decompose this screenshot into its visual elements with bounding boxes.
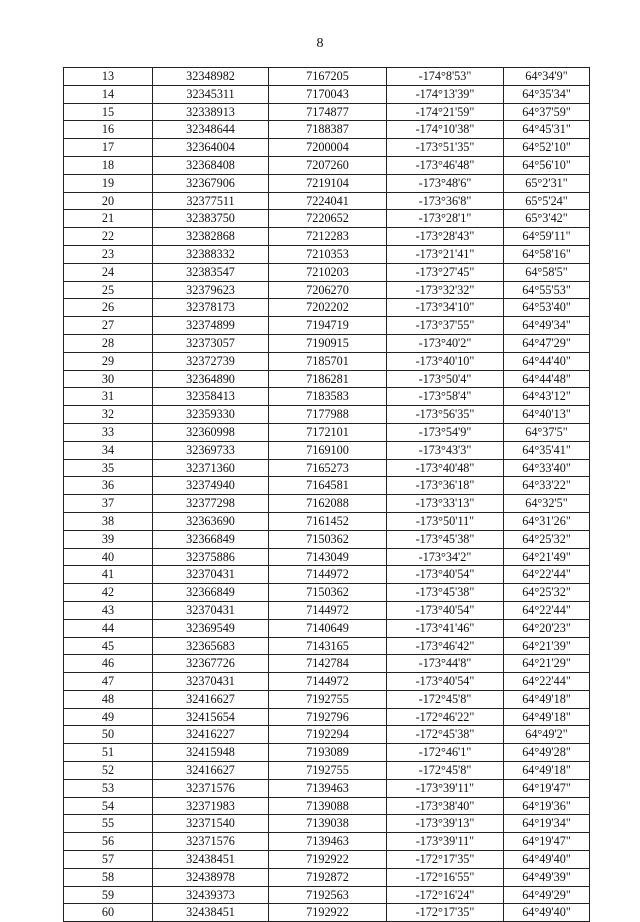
coordinate-y-cell: 7190915 <box>269 334 387 352</box>
longitude-cell: -173°39'11" <box>387 833 504 851</box>
longitude-cell: -172°46'1" <box>387 744 504 762</box>
coordinate-x-cell: 32377298 <box>153 495 269 513</box>
table-row <box>64 85 590 103</box>
coordinate-x-cell: 32369733 <box>153 441 269 459</box>
latitude-cell: 64°58'5" <box>504 263 590 281</box>
coordinate-x-cell: 32439373 <box>153 886 269 904</box>
latitude-cell: 64°45'31" <box>504 121 590 139</box>
point-number-cell: 51 <box>64 744 153 762</box>
latitude-cell: 64°49'40" <box>504 904 590 922</box>
coordinate-y-cell: 7140649 <box>269 619 387 637</box>
latitude-cell: 64°21'39" <box>504 637 590 655</box>
point-number-cell: 22 <box>64 228 153 246</box>
longitude-cell: -173°43'3" <box>387 441 504 459</box>
latitude-cell: 64°40'13" <box>504 406 590 424</box>
table-row <box>64 637 590 655</box>
point-number-cell: 20 <box>64 192 153 210</box>
point-number-cell: 41 <box>64 566 153 584</box>
latitude-cell: 64°49'28" <box>504 744 590 762</box>
latitude-cell: 64°55'53" <box>504 281 590 299</box>
latitude-cell: 64°19'47" <box>504 833 590 851</box>
coordinate-y-cell: 7161452 <box>269 512 387 530</box>
point-number-cell: 23 <box>64 245 153 263</box>
longitude-cell: -173°48'6" <box>387 174 504 192</box>
latitude-cell: 64°35'41" <box>504 441 590 459</box>
table-row <box>64 68 590 86</box>
longitude-cell: -173°36'8" <box>387 192 504 210</box>
coordinate-y-cell: 7210353 <box>269 245 387 263</box>
latitude-cell: 64°21'29" <box>504 655 590 673</box>
table-row <box>64 548 590 566</box>
point-number-cell: 54 <box>64 797 153 815</box>
coordinate-x-cell: 32382868 <box>153 228 269 246</box>
table-row <box>64 673 590 691</box>
latitude-cell: 64°34'9" <box>504 68 590 86</box>
coordinate-x-cell: 32416627 <box>153 762 269 780</box>
coordinate-y-cell: 7220652 <box>269 210 387 228</box>
point-number-cell: 33 <box>64 423 153 441</box>
point-number-cell: 28 <box>64 334 153 352</box>
coordinate-x-cell: 32373057 <box>153 334 269 352</box>
point-number-cell: 47 <box>64 673 153 691</box>
coordinate-x-cell: 32415654 <box>153 708 269 726</box>
latitude-cell: 64°31'26" <box>504 512 590 530</box>
longitude-cell: -173°40'54" <box>387 673 504 691</box>
coordinate-y-cell: 7192755 <box>269 762 387 780</box>
latitude-cell: 65°5'24" <box>504 192 590 210</box>
coordinate-x-cell: 32366849 <box>153 584 269 602</box>
table-row <box>64 459 590 477</box>
latitude-cell: 64°22'44" <box>504 601 590 619</box>
coordinate-y-cell: 7202202 <box>269 299 387 317</box>
longitude-cell: -172°17'35" <box>387 904 504 922</box>
point-number-cell: 25 <box>64 281 153 299</box>
latitude-cell: 64°49'18" <box>504 708 590 726</box>
table-row <box>64 139 590 157</box>
point-number-cell: 52 <box>64 762 153 780</box>
point-number-cell: 58 <box>64 868 153 886</box>
coordinate-x-cell: 32374899 <box>153 317 269 335</box>
point-number-cell: 43 <box>64 601 153 619</box>
longitude-cell: -173°41'46" <box>387 619 504 637</box>
longitude-cell: -173°40'2" <box>387 334 504 352</box>
longitude-cell: -173°39'13" <box>387 815 504 833</box>
coordinate-y-cell: 7150362 <box>269 530 387 548</box>
latitude-cell: 64°44'48" <box>504 370 590 388</box>
latitude-cell: 64°22'44" <box>504 566 590 584</box>
coordinate-x-cell: 32371576 <box>153 779 269 797</box>
coordinate-x-cell: 32363690 <box>153 512 269 530</box>
table-row <box>64 192 590 210</box>
coordinate-y-cell: 7143049 <box>269 548 387 566</box>
point-number-cell: 37 <box>64 495 153 513</box>
table-row <box>64 708 590 726</box>
point-number-cell: 59 <box>64 886 153 904</box>
coordinate-y-cell: 7177988 <box>269 406 387 424</box>
longitude-cell: -172°45'8" <box>387 762 504 780</box>
latitude-cell: 64°20'23" <box>504 619 590 637</box>
coordinate-y-cell: 7167205 <box>269 68 387 86</box>
coordinate-y-cell: 7139038 <box>269 815 387 833</box>
point-number-cell: 27 <box>64 317 153 335</box>
latitude-cell: 64°22'44" <box>504 673 590 691</box>
table-row <box>64 655 590 673</box>
longitude-cell: -173°39'11" <box>387 779 504 797</box>
coordinate-x-cell: 32438451 <box>153 904 269 922</box>
longitude-cell: -173°34'2" <box>387 548 504 566</box>
point-number-cell: 34 <box>64 441 153 459</box>
table-row <box>64 406 590 424</box>
coordinate-y-cell: 7142784 <box>269 655 387 673</box>
longitude-cell: -173°33'13" <box>387 495 504 513</box>
longitude-cell: -172°16'55" <box>387 868 504 886</box>
coordinate-y-cell: 7185701 <box>269 352 387 370</box>
coordinate-y-cell: 7144972 <box>269 566 387 584</box>
point-number-cell: 45 <box>64 637 153 655</box>
latitude-cell: 64°43'12" <box>504 388 590 406</box>
latitude-cell: 64°49'34" <box>504 317 590 335</box>
longitude-cell: -173°40'54" <box>387 566 504 584</box>
table-row <box>64 477 590 495</box>
longitude-cell: -173°40'54" <box>387 601 504 619</box>
table-row <box>64 762 590 780</box>
coordinate-x-cell: 32438978 <box>153 868 269 886</box>
table-row <box>64 317 590 335</box>
longitude-cell: -173°28'1" <box>387 210 504 228</box>
longitude-cell: -174°10'38" <box>387 121 504 139</box>
coordinate-x-cell: 32359330 <box>153 406 269 424</box>
point-number-cell: 35 <box>64 459 153 477</box>
longitude-cell: -173°21'41" <box>387 245 504 263</box>
coordinate-y-cell: 7192563 <box>269 886 387 904</box>
coordinate-y-cell: 7192922 <box>269 851 387 869</box>
longitude-cell: -173°58'4" <box>387 388 504 406</box>
coordinate-x-cell: 32370431 <box>153 601 269 619</box>
coordinate-x-cell: 32364890 <box>153 370 269 388</box>
table-row <box>64 334 590 352</box>
coordinates-table <box>63 67 590 922</box>
latitude-cell: 64°58'16" <box>504 245 590 263</box>
longitude-cell: -173°28'43" <box>387 228 504 246</box>
point-number-cell: 14 <box>64 85 153 103</box>
coordinate-y-cell: 7139463 <box>269 833 387 851</box>
table-row <box>64 726 590 744</box>
coordinate-x-cell: 32378173 <box>153 299 269 317</box>
coordinate-y-cell: 7200004 <box>269 139 387 157</box>
latitude-cell: 64°59'11" <box>504 228 590 246</box>
point-number-cell: 30 <box>64 370 153 388</box>
longitude-cell: -173°37'55" <box>387 317 504 335</box>
coordinate-y-cell: 7144972 <box>269 673 387 691</box>
coordinate-x-cell: 32369549 <box>153 619 269 637</box>
latitude-cell: 64°19'47" <box>504 779 590 797</box>
latitude-cell: 64°47'29" <box>504 334 590 352</box>
coordinate-x-cell: 32366849 <box>153 530 269 548</box>
point-number-cell: 18 <box>64 156 153 174</box>
coordinate-x-cell: 32348644 <box>153 121 269 139</box>
longitude-cell: -173°40'10" <box>387 352 504 370</box>
table-row <box>64 370 590 388</box>
table-row <box>64 833 590 851</box>
latitude-cell: 64°49'18" <box>504 762 590 780</box>
table-row <box>64 690 590 708</box>
coordinate-x-cell: 32364004 <box>153 139 269 157</box>
coordinate-y-cell: 7162088 <box>269 495 387 513</box>
coordinate-y-cell: 7212283 <box>269 228 387 246</box>
coordinate-x-cell: 32377511 <box>153 192 269 210</box>
coordinate-y-cell: 7139088 <box>269 797 387 815</box>
table-row <box>64 441 590 459</box>
coordinate-x-cell: 32358413 <box>153 388 269 406</box>
coordinate-x-cell: 32370431 <box>153 566 269 584</box>
latitude-cell: 64°32'5" <box>504 495 590 513</box>
longitude-cell: -173°54'9" <box>387 423 504 441</box>
coordinate-x-cell: 32438451 <box>153 851 269 869</box>
longitude-cell: -173°46'48" <box>387 156 504 174</box>
longitude-cell: -173°45'38" <box>387 584 504 602</box>
coordinate-x-cell: 32338913 <box>153 103 269 121</box>
coordinate-x-cell: 32415948 <box>153 744 269 762</box>
coordinate-y-cell: 7172101 <box>269 423 387 441</box>
point-number-cell: 31 <box>64 388 153 406</box>
point-number-cell: 53 <box>64 779 153 797</box>
coordinate-x-cell: 32360998 <box>153 423 269 441</box>
point-number-cell: 13 <box>64 68 153 86</box>
longitude-cell: -172°46'22" <box>387 708 504 726</box>
coordinate-y-cell: 7143165 <box>269 637 387 655</box>
table-row <box>64 245 590 263</box>
point-number-cell: 17 <box>64 139 153 157</box>
coordinate-y-cell: 7210203 <box>269 263 387 281</box>
latitude-cell: 64°44'40" <box>504 352 590 370</box>
table-row <box>64 744 590 762</box>
coordinate-y-cell: 7170043 <box>269 85 387 103</box>
point-number-cell: 44 <box>64 619 153 637</box>
latitude-cell: 64°25'32" <box>504 584 590 602</box>
coordinate-y-cell: 7165273 <box>269 459 387 477</box>
latitude-cell: 65°3'42" <box>504 210 590 228</box>
longitude-cell: -173°32'32" <box>387 281 504 299</box>
longitude-cell: -173°50'11" <box>387 512 504 530</box>
point-number-cell: 49 <box>64 708 153 726</box>
coordinate-y-cell: 7174877 <box>269 103 387 121</box>
table-row <box>64 868 590 886</box>
coordinate-y-cell: 7150362 <box>269 584 387 602</box>
point-number-cell: 60 <box>64 904 153 922</box>
latitude-cell: 64°25'32" <box>504 530 590 548</box>
longitude-cell: -173°51'35" <box>387 139 504 157</box>
coordinate-x-cell: 32371983 <box>153 797 269 815</box>
coordinate-x-cell: 32345311 <box>153 85 269 103</box>
coordinate-x-cell: 32365683 <box>153 637 269 655</box>
latitude-cell: 64°49'39" <box>504 868 590 886</box>
coordinate-x-cell: 32416227 <box>153 726 269 744</box>
point-number-cell: 57 <box>64 851 153 869</box>
coordinate-x-cell: 32371540 <box>153 815 269 833</box>
point-number-cell: 24 <box>64 263 153 281</box>
point-number-cell: 15 <box>64 103 153 121</box>
longitude-cell: -174°13'39" <box>387 85 504 103</box>
coordinate-y-cell: 7183583 <box>269 388 387 406</box>
table-row <box>64 566 590 584</box>
coordinate-y-cell: 7192796 <box>269 708 387 726</box>
table-row <box>64 210 590 228</box>
table-row <box>64 584 590 602</box>
latitude-cell: 64°56'10" <box>504 156 590 174</box>
point-number-cell: 56 <box>64 833 153 851</box>
longitude-cell: -172°16'24" <box>387 886 504 904</box>
coordinate-y-cell: 7206270 <box>269 281 387 299</box>
coordinate-x-cell: 32379623 <box>153 281 269 299</box>
table-row <box>64 228 590 246</box>
table-row <box>64 815 590 833</box>
table-row <box>64 851 590 869</box>
latitude-cell: 64°33'22" <box>504 477 590 495</box>
longitude-cell: -173°34'10" <box>387 299 504 317</box>
longitude-cell: -173°36'18" <box>387 477 504 495</box>
latitude-cell: 64°49'29" <box>504 886 590 904</box>
longitude-cell: -174°21'59" <box>387 103 504 121</box>
point-number-cell: 16 <box>64 121 153 139</box>
table-row <box>64 103 590 121</box>
table-row <box>64 174 590 192</box>
coordinate-y-cell: 7192922 <box>269 904 387 922</box>
point-number-cell: 39 <box>64 530 153 548</box>
longitude-cell: -173°56'35" <box>387 406 504 424</box>
coordinate-y-cell: 7207260 <box>269 156 387 174</box>
table-row <box>64 263 590 281</box>
table-row <box>64 423 590 441</box>
coordinate-x-cell: 32383750 <box>153 210 269 228</box>
point-number-cell: 38 <box>64 512 153 530</box>
table-row <box>64 512 590 530</box>
coordinate-y-cell: 7192755 <box>269 690 387 708</box>
coordinate-x-cell: 32367906 <box>153 174 269 192</box>
table-row <box>64 156 590 174</box>
longitude-cell: -173°50'4" <box>387 370 504 388</box>
coordinate-x-cell: 32371576 <box>153 833 269 851</box>
coordinate-y-cell: 7224041 <box>269 192 387 210</box>
point-number-cell: 21 <box>64 210 153 228</box>
table-row <box>64 797 590 815</box>
coordinate-y-cell: 7139463 <box>269 779 387 797</box>
coordinate-y-cell: 7193089 <box>269 744 387 762</box>
point-number-cell: 48 <box>64 690 153 708</box>
coordinate-y-cell: 7188387 <box>269 121 387 139</box>
table-row <box>64 779 590 797</box>
point-number-cell: 29 <box>64 352 153 370</box>
longitude-cell: -173°46'42" <box>387 637 504 655</box>
latitude-cell: 64°49'18" <box>504 690 590 708</box>
point-number-cell: 50 <box>64 726 153 744</box>
page-number: 8 <box>316 36 324 51</box>
point-number-cell: 36 <box>64 477 153 495</box>
point-number-cell: 42 <box>64 584 153 602</box>
table-row <box>64 530 590 548</box>
latitude-cell: 64°37'5" <box>504 423 590 441</box>
table-row <box>64 388 590 406</box>
latitude-cell: 64°19'36" <box>504 797 590 815</box>
latitude-cell: 64°52'10" <box>504 139 590 157</box>
coordinates-table-body <box>64 68 590 922</box>
coordinate-x-cell: 32374940 <box>153 477 269 495</box>
latitude-cell: 65°2'31" <box>504 174 590 192</box>
coordinate-y-cell: 7192294 <box>269 726 387 744</box>
table-row <box>64 121 590 139</box>
longitude-cell: -172°17'35" <box>387 851 504 869</box>
point-number-cell: 32 <box>64 406 153 424</box>
coordinate-x-cell: 32388332 <box>153 245 269 263</box>
point-number-cell: 46 <box>64 655 153 673</box>
coordinate-y-cell: 7194719 <box>269 317 387 335</box>
point-number-cell: 55 <box>64 815 153 833</box>
coordinate-y-cell: 7192872 <box>269 868 387 886</box>
longitude-cell: -173°45'38" <box>387 530 504 548</box>
coordinate-y-cell: 7169100 <box>269 441 387 459</box>
coordinate-x-cell: 32416627 <box>153 690 269 708</box>
table-row <box>64 619 590 637</box>
latitude-cell: 64°33'40" <box>504 459 590 477</box>
latitude-cell: 64°19'34" <box>504 815 590 833</box>
point-number-cell: 40 <box>64 548 153 566</box>
coordinate-y-cell: 7164581 <box>269 477 387 495</box>
longitude-cell: -173°38'40" <box>387 797 504 815</box>
table-row <box>64 601 590 619</box>
table-row <box>64 495 590 513</box>
longitude-cell: -174°8'53" <box>387 68 504 86</box>
coordinate-x-cell: 32383547 <box>153 263 269 281</box>
coordinate-x-cell: 32375886 <box>153 548 269 566</box>
coordinate-y-cell: 7186281 <box>269 370 387 388</box>
longitude-cell: -173°40'48" <box>387 459 504 477</box>
coordinate-y-cell: 7144972 <box>269 601 387 619</box>
coordinate-x-cell: 32368408 <box>153 156 269 174</box>
coordinate-x-cell: 32367726 <box>153 655 269 673</box>
point-number-cell: 19 <box>64 174 153 192</box>
longitude-cell: -173°44'8" <box>387 655 504 673</box>
latitude-cell: 64°21'49" <box>504 548 590 566</box>
latitude-cell: 64°35'34" <box>504 85 590 103</box>
coordinate-x-cell: 32371360 <box>153 459 269 477</box>
latitude-cell: 64°37'59" <box>504 103 590 121</box>
coordinate-x-cell: 32370431 <box>153 673 269 691</box>
longitude-cell: -172°45'8" <box>387 690 504 708</box>
coordinate-x-cell: 32348982 <box>153 68 269 86</box>
coordinate-x-cell: 32372739 <box>153 352 269 370</box>
latitude-cell: 64°49'2" <box>504 726 590 744</box>
longitude-cell: -173°27'45" <box>387 263 504 281</box>
table-row <box>64 281 590 299</box>
longitude-cell: -172°45'38" <box>387 726 504 744</box>
table-row <box>64 904 590 922</box>
table-row <box>64 299 590 317</box>
coordinate-y-cell: 7219104 <box>269 174 387 192</box>
point-number-cell: 26 <box>64 299 153 317</box>
latitude-cell: 64°49'40" <box>504 851 590 869</box>
latitude-cell: 64°53'40" <box>504 299 590 317</box>
table-row <box>64 352 590 370</box>
table-row <box>64 886 590 904</box>
